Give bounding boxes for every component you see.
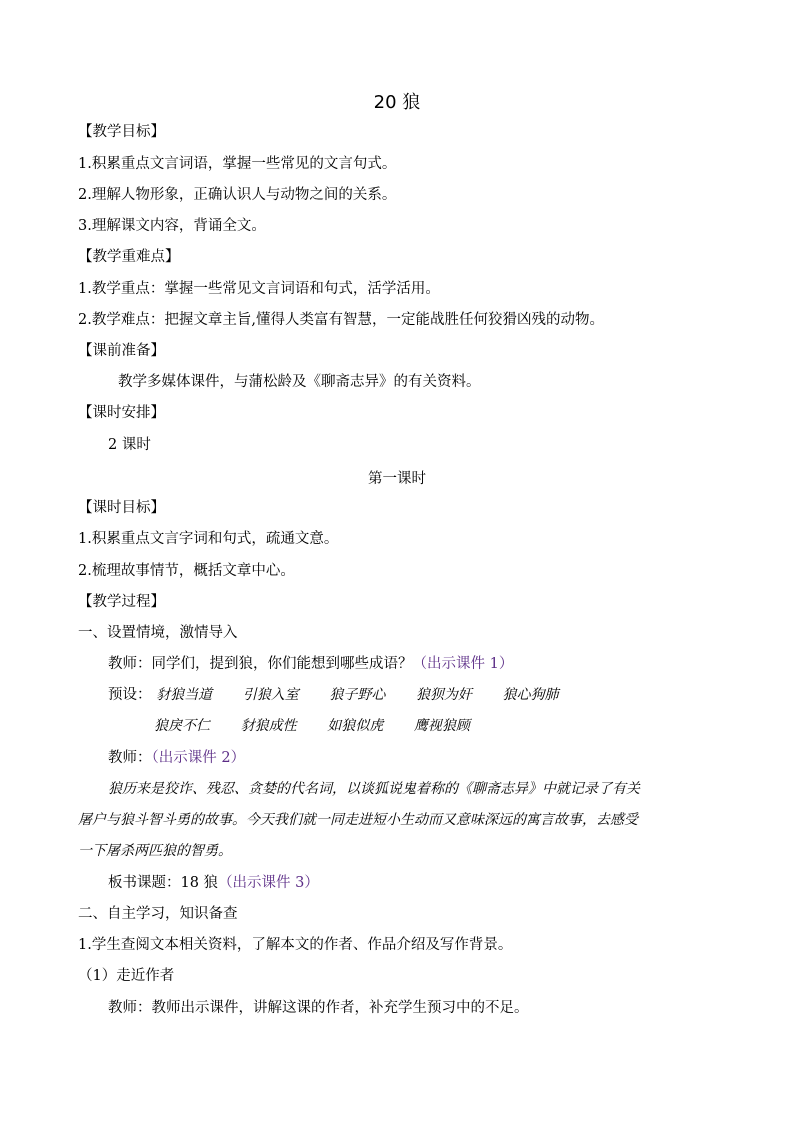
list-item: 2.理解人物形象，正确认识人与动物之间的关系。 xyxy=(78,187,397,203)
list-item: 1.学生查阅文本相关资料，了解本文的作者、作品介绍及写作背景。 xyxy=(78,937,513,953)
idiom: 豺狼成性 xyxy=(240,718,297,734)
list-item: 2.梳理故事情节，概括文章中心。 xyxy=(78,563,295,579)
teacher-text: 教师： xyxy=(108,750,152,766)
teacher-line: 教师：教师出示课件，讲解这课的作者，补充学生预习中的不足。 xyxy=(108,1000,529,1016)
intro-paragraph-line: 一下屠杀两匹狼的智勇。 xyxy=(78,843,232,859)
preset-line-2 xyxy=(154,716,496,736)
courseware-tag: （出示课件 3） xyxy=(218,875,319,891)
teacher-line xyxy=(108,654,513,674)
section-heading-teaching-goals: 【教学目标】 xyxy=(78,124,165,140)
idiom: 豺狼当道 xyxy=(156,687,213,703)
sub-heading: （1）走近作者 xyxy=(78,968,175,984)
document-title: 20 狼 xyxy=(373,92,421,113)
board-line xyxy=(108,873,319,893)
teacher-text: 教师：同学们，提到狼，你们能想到哪些成语？ xyxy=(108,656,413,672)
section-heading-lesson-goals: 【课时目标】 xyxy=(78,500,165,516)
board-text: 板书课题：18 狼 xyxy=(108,875,219,891)
idiom: 狼狈为奸 xyxy=(415,687,472,703)
section-heading-key-points: 【教学重难点】 xyxy=(78,249,180,265)
intro-paragraph-line: 屠户与狼斗智斗勇的故事。今天我们就一同走进短小生动而又意味深远的寓言故事，去感受 xyxy=(78,812,638,828)
section-heading-process: 【教学过程】 xyxy=(78,594,165,610)
courseware-tag: （出示课件 1） xyxy=(412,656,514,672)
idiom: 狼戾不仁 xyxy=(154,718,210,734)
section-heading-preparation: 【课前准备】 xyxy=(78,343,165,359)
part-heading: 二、自主学习，知识备查 xyxy=(78,906,238,922)
list-item: 2.教学难点：把握文章主旨,懂得人类富有智慧，一定能战胜任何狡猾凶残的动物。 xyxy=(78,312,604,328)
idiom: 如狼似虎 xyxy=(327,718,384,734)
list-item: 1.积累重点文言字词和句式，疏通文意。 xyxy=(78,531,339,547)
preset-line xyxy=(108,685,585,705)
preparation-text: 教学多媒体课件，与蒲松龄及《聊斋志异》的有关资料。 xyxy=(118,374,481,390)
courseware-tag: （出示课件 2） xyxy=(151,750,246,766)
idiom: 狼心狗肺 xyxy=(502,687,559,703)
idiom: 鹰视狼顾 xyxy=(413,718,470,734)
schedule-text: 2 课时 xyxy=(108,437,151,453)
intro-paragraph-line: 狼历来是狡诈、残忍、贪婪的代名词，以谈狐说鬼着称的《聊斋志异》中就记录了有关 xyxy=(108,781,640,797)
section-heading-schedule: 【课时安排】 xyxy=(78,405,165,421)
list-item: 3.理解课文内容，背诵全文。 xyxy=(78,218,266,234)
part-heading: 一、设置情境，激情导入 xyxy=(78,625,238,641)
list-item: 1.教学重点：掌握一些常见文言词语和句式，活学活用。 xyxy=(78,281,440,297)
list-item: 1.积累重点文言词语，掌握一些常见的文言句式。 xyxy=(78,156,397,172)
preset-label: 预设： xyxy=(108,687,152,703)
idiom: 狼子野心 xyxy=(329,687,386,703)
idiom: 引狼入室 xyxy=(242,687,299,703)
lesson-title: 第一课时 xyxy=(368,471,426,487)
teacher-line xyxy=(108,748,245,768)
